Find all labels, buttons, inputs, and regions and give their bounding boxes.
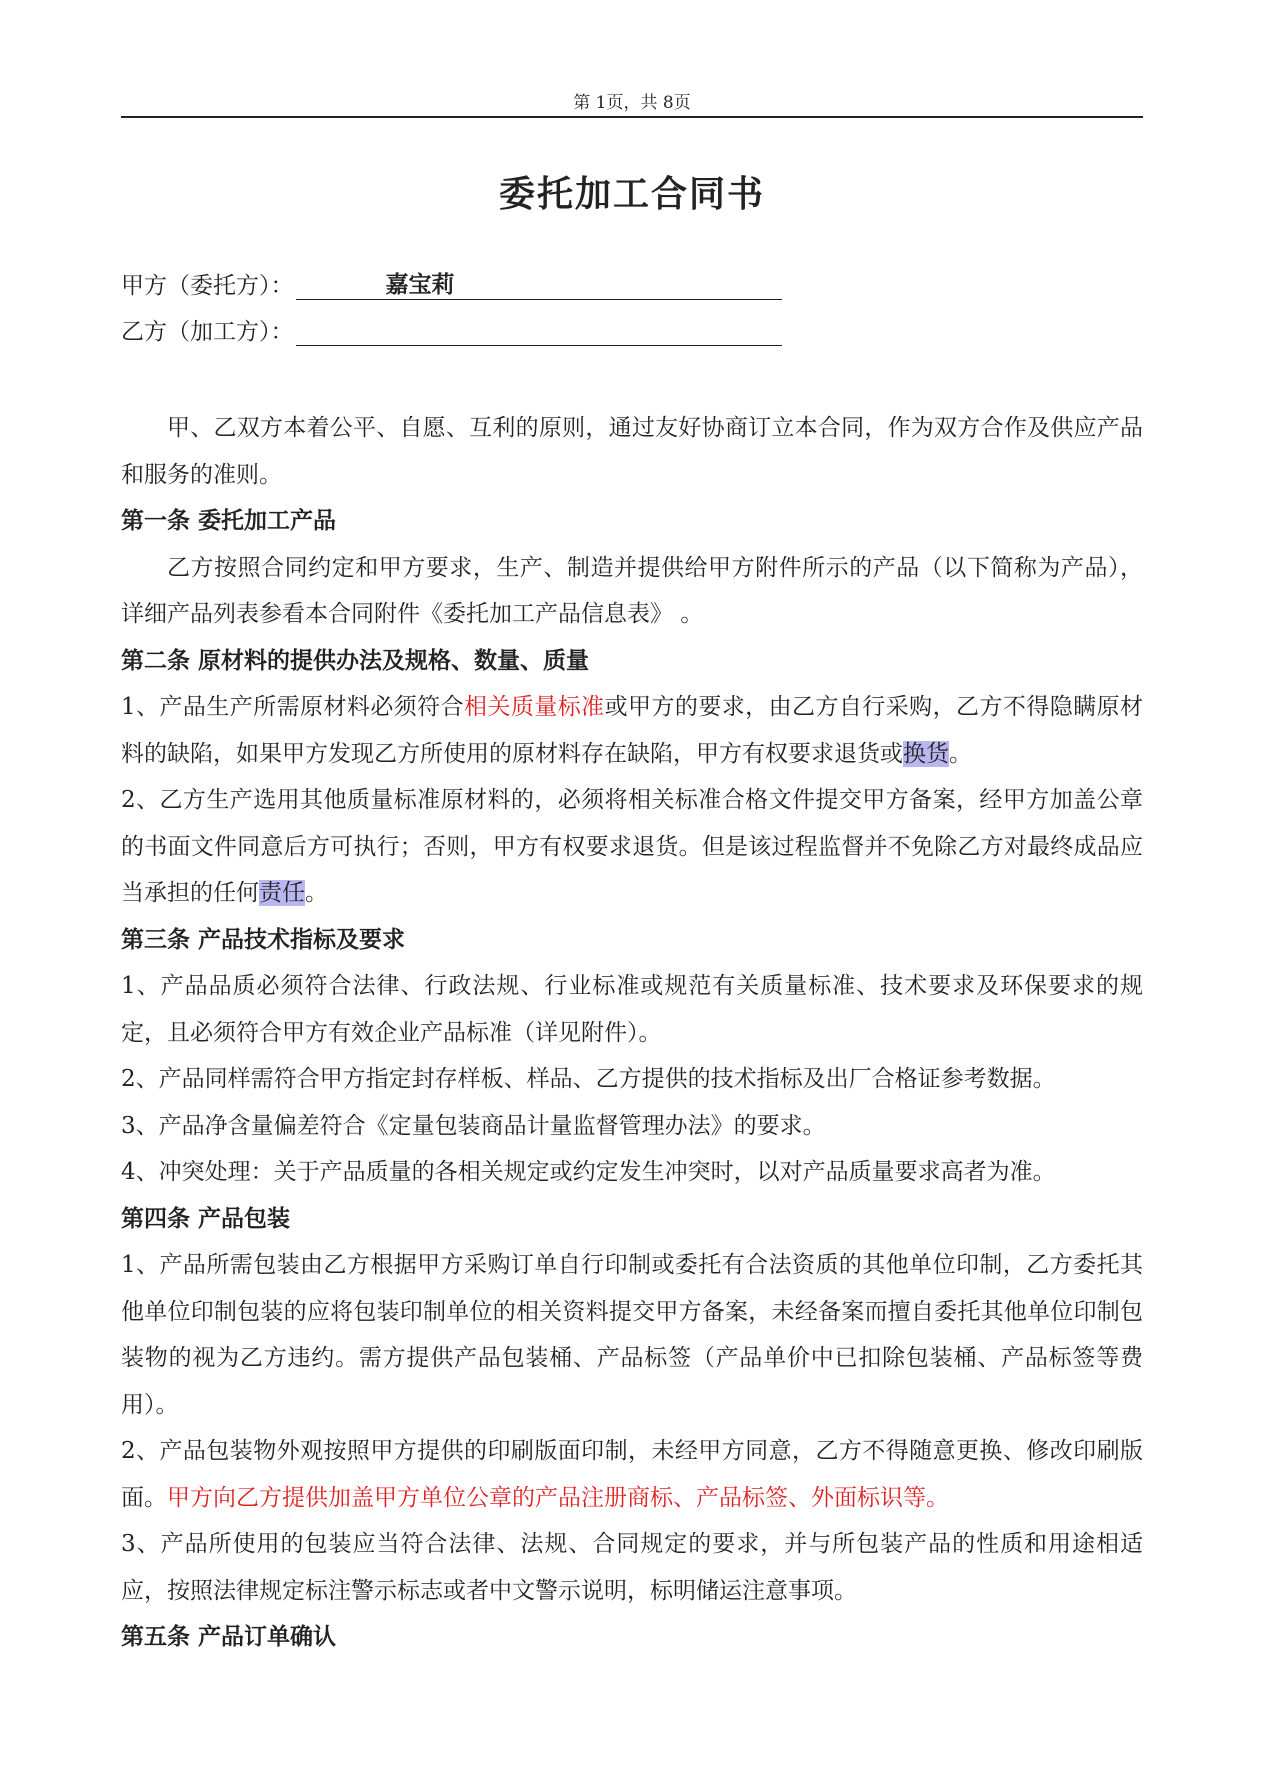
article-3-heading: 第三条 产品技术指标及要求 bbox=[121, 925, 406, 953]
article-2-heading: 第二条 原材料的提供办法及规格、数量、质量 bbox=[121, 646, 590, 674]
intro-paragraph: 甲、乙双方本着公平、自愿、互利的原则，通过友好协商订立本合同，作为双方合作及供应产品和服务的准则。 bbox=[121, 415, 1143, 488]
party-b-line bbox=[121, 312, 782, 346]
article-3-clause-2: 2、产品同样需符合甲方指定封存样板、样品、乙方提供的技术指标及出厂合格证参考数据。 bbox=[121, 1066, 1056, 1092]
page-indicator: 第 1页，共 8页 bbox=[573, 93, 691, 113]
article-2-clause-1 bbox=[121, 684, 1143, 777]
article-3-clause-3: 3、产品净含量偏差符合《定量包装商品计量监督管理办法》的要求。 bbox=[121, 1112, 826, 1139]
clause-text: 。 bbox=[949, 740, 972, 767]
highlighted-text: 责任 bbox=[259, 880, 305, 906]
article-1-heading: 第一条 委托加工产品 bbox=[121, 507, 337, 534]
party-a-value: 嘉宝莉 bbox=[385, 271, 455, 298]
article-4-clause-3: 3、产品所使用的包装应当符合法律、法规、合同规定的要求，并与所包装产品的性质和用途相适应，按照法律规定标注警示标志或者中文警示说明，标明储运注意事项。 bbox=[121, 1531, 1143, 1604]
party-b-label: 乙方（加工方）： bbox=[121, 319, 294, 345]
document-title: 委托加工合同书 bbox=[498, 173, 765, 215]
article-3-clause-4: 4、冲突处理：关于产品质量的各相关规定或约定发生冲突时，以对产品质量要求高者为准。 bbox=[121, 1159, 1056, 1185]
highlighted-text: 换货 bbox=[903, 740, 949, 767]
article-2-clause-2 bbox=[121, 777, 1143, 917]
party-a-line bbox=[121, 266, 782, 300]
clause-text: 。 bbox=[305, 880, 328, 906]
clause-text: 或甲方的要求，由乙方自行采购，乙方不得隐瞒原材料的缺陷，如果甲方发现乙方所使用的原材料存在缺陷，甲方有权要求退货或 bbox=[121, 694, 1144, 767]
clause-text: 2、产品包装物外观按照甲方提供的印刷版面印制，未经甲方同意，乙方不得随意更换、修改印刷版面。 bbox=[121, 1438, 1143, 1511]
party-b-field[interactable] bbox=[296, 315, 782, 346]
article-4-clause-1: 1、产品所需包装由乙方根据甲方采购订单自行印制或委托有合法资质的其他单位印制，乙方委托其他单位印制包装的应将包装印制单位的相关资料提交甲方备案，未经备案而擅自委托其他单位印制包装物的视为乙方违约。需方提供产品包装桶、产品标签（产品单价中已扣除包装桶、产品标签等费用）。 bbox=[121, 1252, 1143, 1418]
party-a-field[interactable] bbox=[296, 269, 782, 300]
article-4-clause-2 bbox=[121, 1428, 1143, 1521]
article-1-paragraph: 乙方按照合同约定和甲方要求，生产、制造并提供给甲方附件所示的产品（以下简称为产品），详细产品列表参看本合同附件《委托加工产品信息表》 。 bbox=[121, 554, 1143, 627]
red-emphasis-text: 相关质量标准 bbox=[464, 694, 605, 720]
red-emphasis-text: 甲方向乙方提供加盖甲方单位公章的产品注册商标、产品标签、外面标识等。 bbox=[167, 1484, 949, 1511]
article-5-heading: 第五条 产品订单确认 bbox=[121, 1623, 337, 1650]
party-a-label: 甲方（委托方）： bbox=[121, 273, 294, 299]
clause-text: 2、乙方生产选用其他质量标准原材料的，必须将相关标准合格文件提交甲方备案，经甲方加盖公章的书面文件同意后方可执行；否则，甲方有权要求退货。但是该过程监督并不免除乙方对最终成品应当承担的任何 bbox=[121, 787, 1143, 906]
header-divider bbox=[121, 116, 1143, 118]
article-3-clause-1: 1、产品品质必须符合法律、行政法规、行业标准或规范有关质量标准、技术要求及环保要求的规定，且必须符合甲方有效企业产品标准（详见附件）。 bbox=[121, 973, 1143, 1046]
article-4-heading: 第四条 产品包装 bbox=[121, 1204, 291, 1232]
clause-text: 1、产品生产所需原材料必须符合 bbox=[121, 694, 465, 720]
contract-body bbox=[121, 405, 1143, 1661]
